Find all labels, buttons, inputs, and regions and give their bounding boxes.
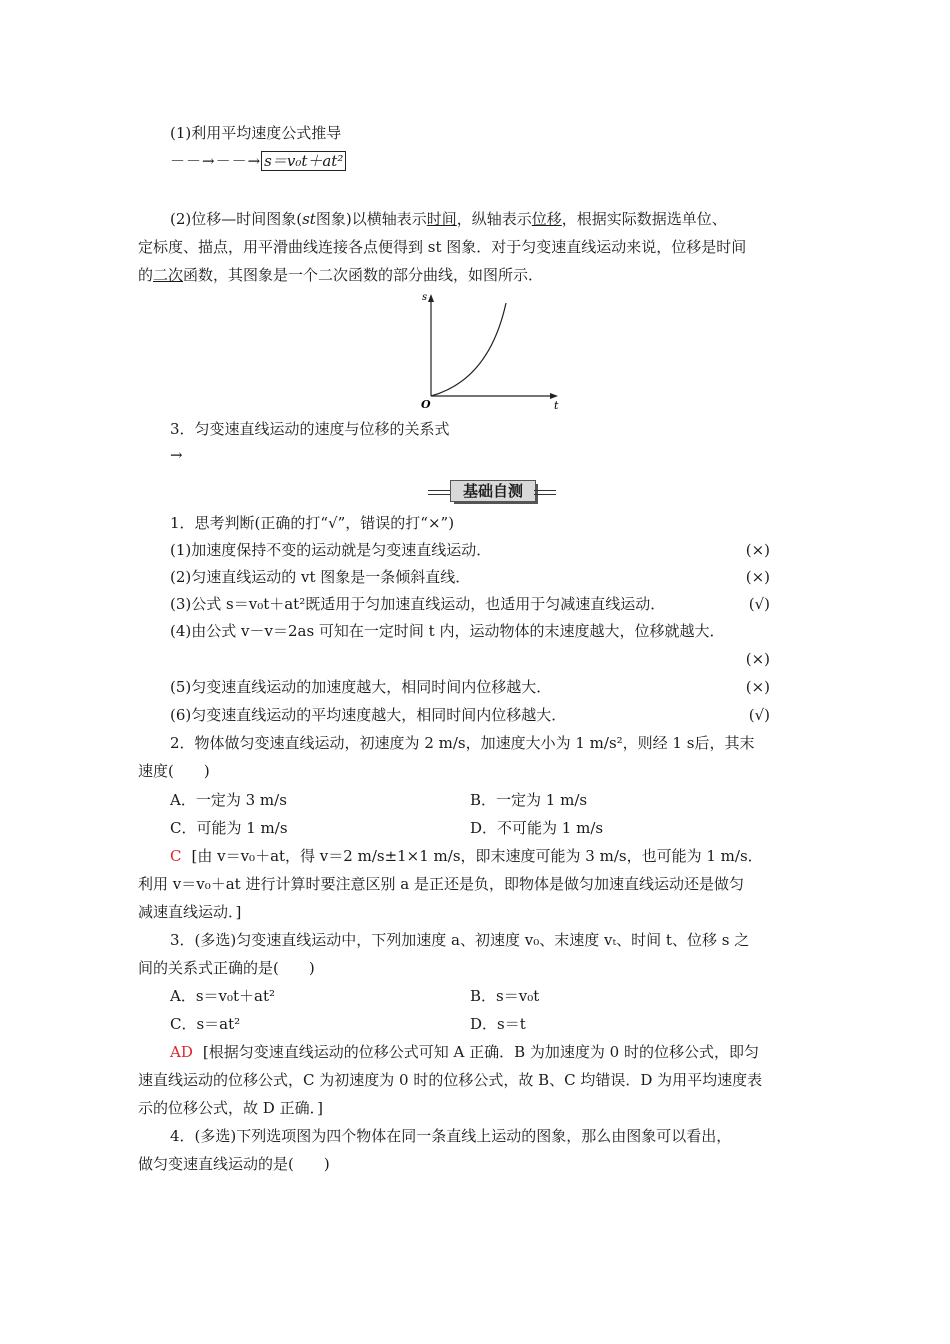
- text-part: ，纵轴表示: [456, 210, 532, 228]
- q2-explanation-line-2: 利用 v＝v₀＋at 进行计算时要注意区别 a 是正还是负，即物体是做匀加速直线运动还是做匀: [138, 875, 744, 893]
- q2-answer: C: [170, 847, 182, 865]
- q3-explanation-line-2: 速直线运动的位移公式，C 为初速度为 0 时的位移公式，故 B、C 均错误．D 为用平均速度表: [138, 1071, 763, 1089]
- y-axis-label: s: [422, 292, 428, 303]
- q3-explanation-line-3: 示的位移公式，故 D 正确．]: [138, 1099, 323, 1117]
- text-part: (2)位移—时间图象(: [170, 210, 303, 228]
- graph-paragraph-line-2: 定标度、描点，用平滑曲线连接各点便得到 st 图象．对于匀变速直线运动来说，位移是时间: [138, 238, 747, 256]
- q2-option-c: C．可能为 1 m/s: [170, 819, 288, 837]
- q1-item-mark: (×): [745, 678, 770, 696]
- q1-stem: 1．思考判断(正确的打“√”，错误的打“×”): [170, 514, 455, 532]
- q3-option-c: C．s＝at²: [170, 1015, 241, 1033]
- text-part: 图象)以横轴表示: [315, 210, 427, 228]
- parabola-curve: [431, 303, 506, 396]
- x-axis-label: t: [554, 399, 559, 412]
- q1-item-text: (2)匀速直线运动的 vt 图象是一条倾斜直线．: [170, 568, 471, 586]
- q3-explanation-line-1: [170, 1041, 816, 1063]
- banner-rule-left: [428, 490, 450, 495]
- q4-stem-line-2: 做匀变速直线运动的是( ): [138, 1155, 330, 1173]
- text-part: 的: [138, 266, 154, 284]
- q1-item-text: (1)加速度保持不变的运动就是匀变速直线运动．: [170, 541, 492, 559]
- banner-rule-right: [534, 490, 556, 495]
- displacement-formula-box: s＝v₀t＋at²: [261, 151, 346, 171]
- q1-item-mark: (×): [745, 568, 770, 586]
- q1-item-mark: (√): [748, 706, 770, 724]
- section3-arrow: →: [170, 446, 183, 464]
- q3-options-row-2: [170, 1013, 816, 1035]
- graph-paragraph-line-3: [138, 264, 816, 286]
- graph-paragraph-line-1: [170, 208, 816, 230]
- st-graph: [414, 288, 564, 412]
- q1-item: [170, 539, 816, 561]
- derivation-line: [170, 150, 816, 172]
- q1-item: [170, 704, 816, 726]
- q2-explanation-line-3: 减速直线运动．]: [138, 903, 242, 921]
- basic-self-test-banner: [428, 480, 556, 502]
- q1-item-mark: (×): [745, 650, 770, 668]
- q1-item-mark: (×): [745, 541, 770, 559]
- underlined-displacement: 位移: [531, 210, 562, 228]
- q1-item: [170, 620, 816, 642]
- st-symbol: st: [302, 210, 316, 228]
- q2-explanation-line-1: [170, 845, 816, 867]
- text-part: ，根据实际数据选单位、: [561, 210, 727, 228]
- derivation-heading: (1)利用平均速度公式推导: [170, 124, 342, 142]
- q2-option-d: D．不可能为 1 m/s: [470, 819, 604, 837]
- y-axis-arrow: [428, 294, 434, 302]
- q3-option-a: A．s＝v₀t＋at²: [170, 987, 276, 1005]
- q1-item: [170, 593, 816, 615]
- derivation-arrow: －－→－－→: [170, 152, 262, 170]
- underlined-time: 时间: [426, 210, 457, 228]
- origin-label: O: [421, 398, 431, 411]
- banner-label: 基础自测: [450, 480, 536, 502]
- q1-item: [170, 566, 816, 588]
- q2-option-b: B．一定为 1 m/s: [470, 791, 588, 809]
- q1-item-text: (3)公式 s＝v₀t＋at²既适用于匀加速直线运动，也适用于匀减速直线运动．: [170, 595, 666, 613]
- q2-options-row-1: [170, 789, 816, 811]
- q2-options-row-2: [170, 817, 816, 839]
- q3-option-b: B．s＝v₀t: [470, 987, 540, 1005]
- q3-option-d: D．s＝t: [470, 1015, 526, 1033]
- q1-item-text: (5)匀变速直线运动的加速度越大，相同时间内位移越大．: [170, 678, 552, 696]
- q1-item: [170, 676, 816, 698]
- q3-stem-line-1: 3．(多选)匀变速直线运动中，下列加速度 a、初速度 v₀、末速度 vₜ、时间 t、位移 s 之: [170, 931, 750, 949]
- q1-item-text: (4)由公式 v－v＝2as 可知在一定时间 t 内，运动物体的末速度越大，位移就越大．: [170, 622, 725, 640]
- q3-stem-line-2: 间的关系式正确的是( ): [138, 959, 315, 977]
- section3-title: 3．匀变速直线运动的速度与位移的关系式: [170, 420, 450, 438]
- text-part: 函数，其图象是一个二次函数的部分曲线，如图所示．: [183, 266, 544, 284]
- q3-explanation-text: [根据匀变速直线运动的位移公式可知 A 正确．B 为加速度为 0 时的位移公式，即匀: [202, 1043, 759, 1061]
- q3-answer: AD: [170, 1043, 193, 1061]
- q3-options-row-1: [170, 985, 816, 1007]
- q4-stem-line-1: 4．(多选)下列选项图为四个物体在同一条直线上运动的图象，那么由图象可以看出，: [170, 1127, 732, 1145]
- q1-item-text: (6)匀变速直线运动的平均速度越大，相同时间内位移越大．: [170, 706, 567, 724]
- q2-stem-line-1: 2．物体做匀变速直线运动，初速度为 2 m/s，加速度大小为 1 m/s²，则经 1 s后，其末: [170, 734, 755, 752]
- underlined-quadratic: 二次: [153, 266, 184, 284]
- q2-explanation-text: [由 v＝v₀＋at，得 v＝2 m/s±1×1 m/s，即末速度可能为 3 m/s，也可能为 1 m/s．: [191, 847, 763, 865]
- q2-option-a: A．一定为 3 m/s: [170, 791, 287, 809]
- q2-stem-line-2: 速度( ): [138, 762, 210, 780]
- q1-item-mark: (√): [748, 595, 770, 613]
